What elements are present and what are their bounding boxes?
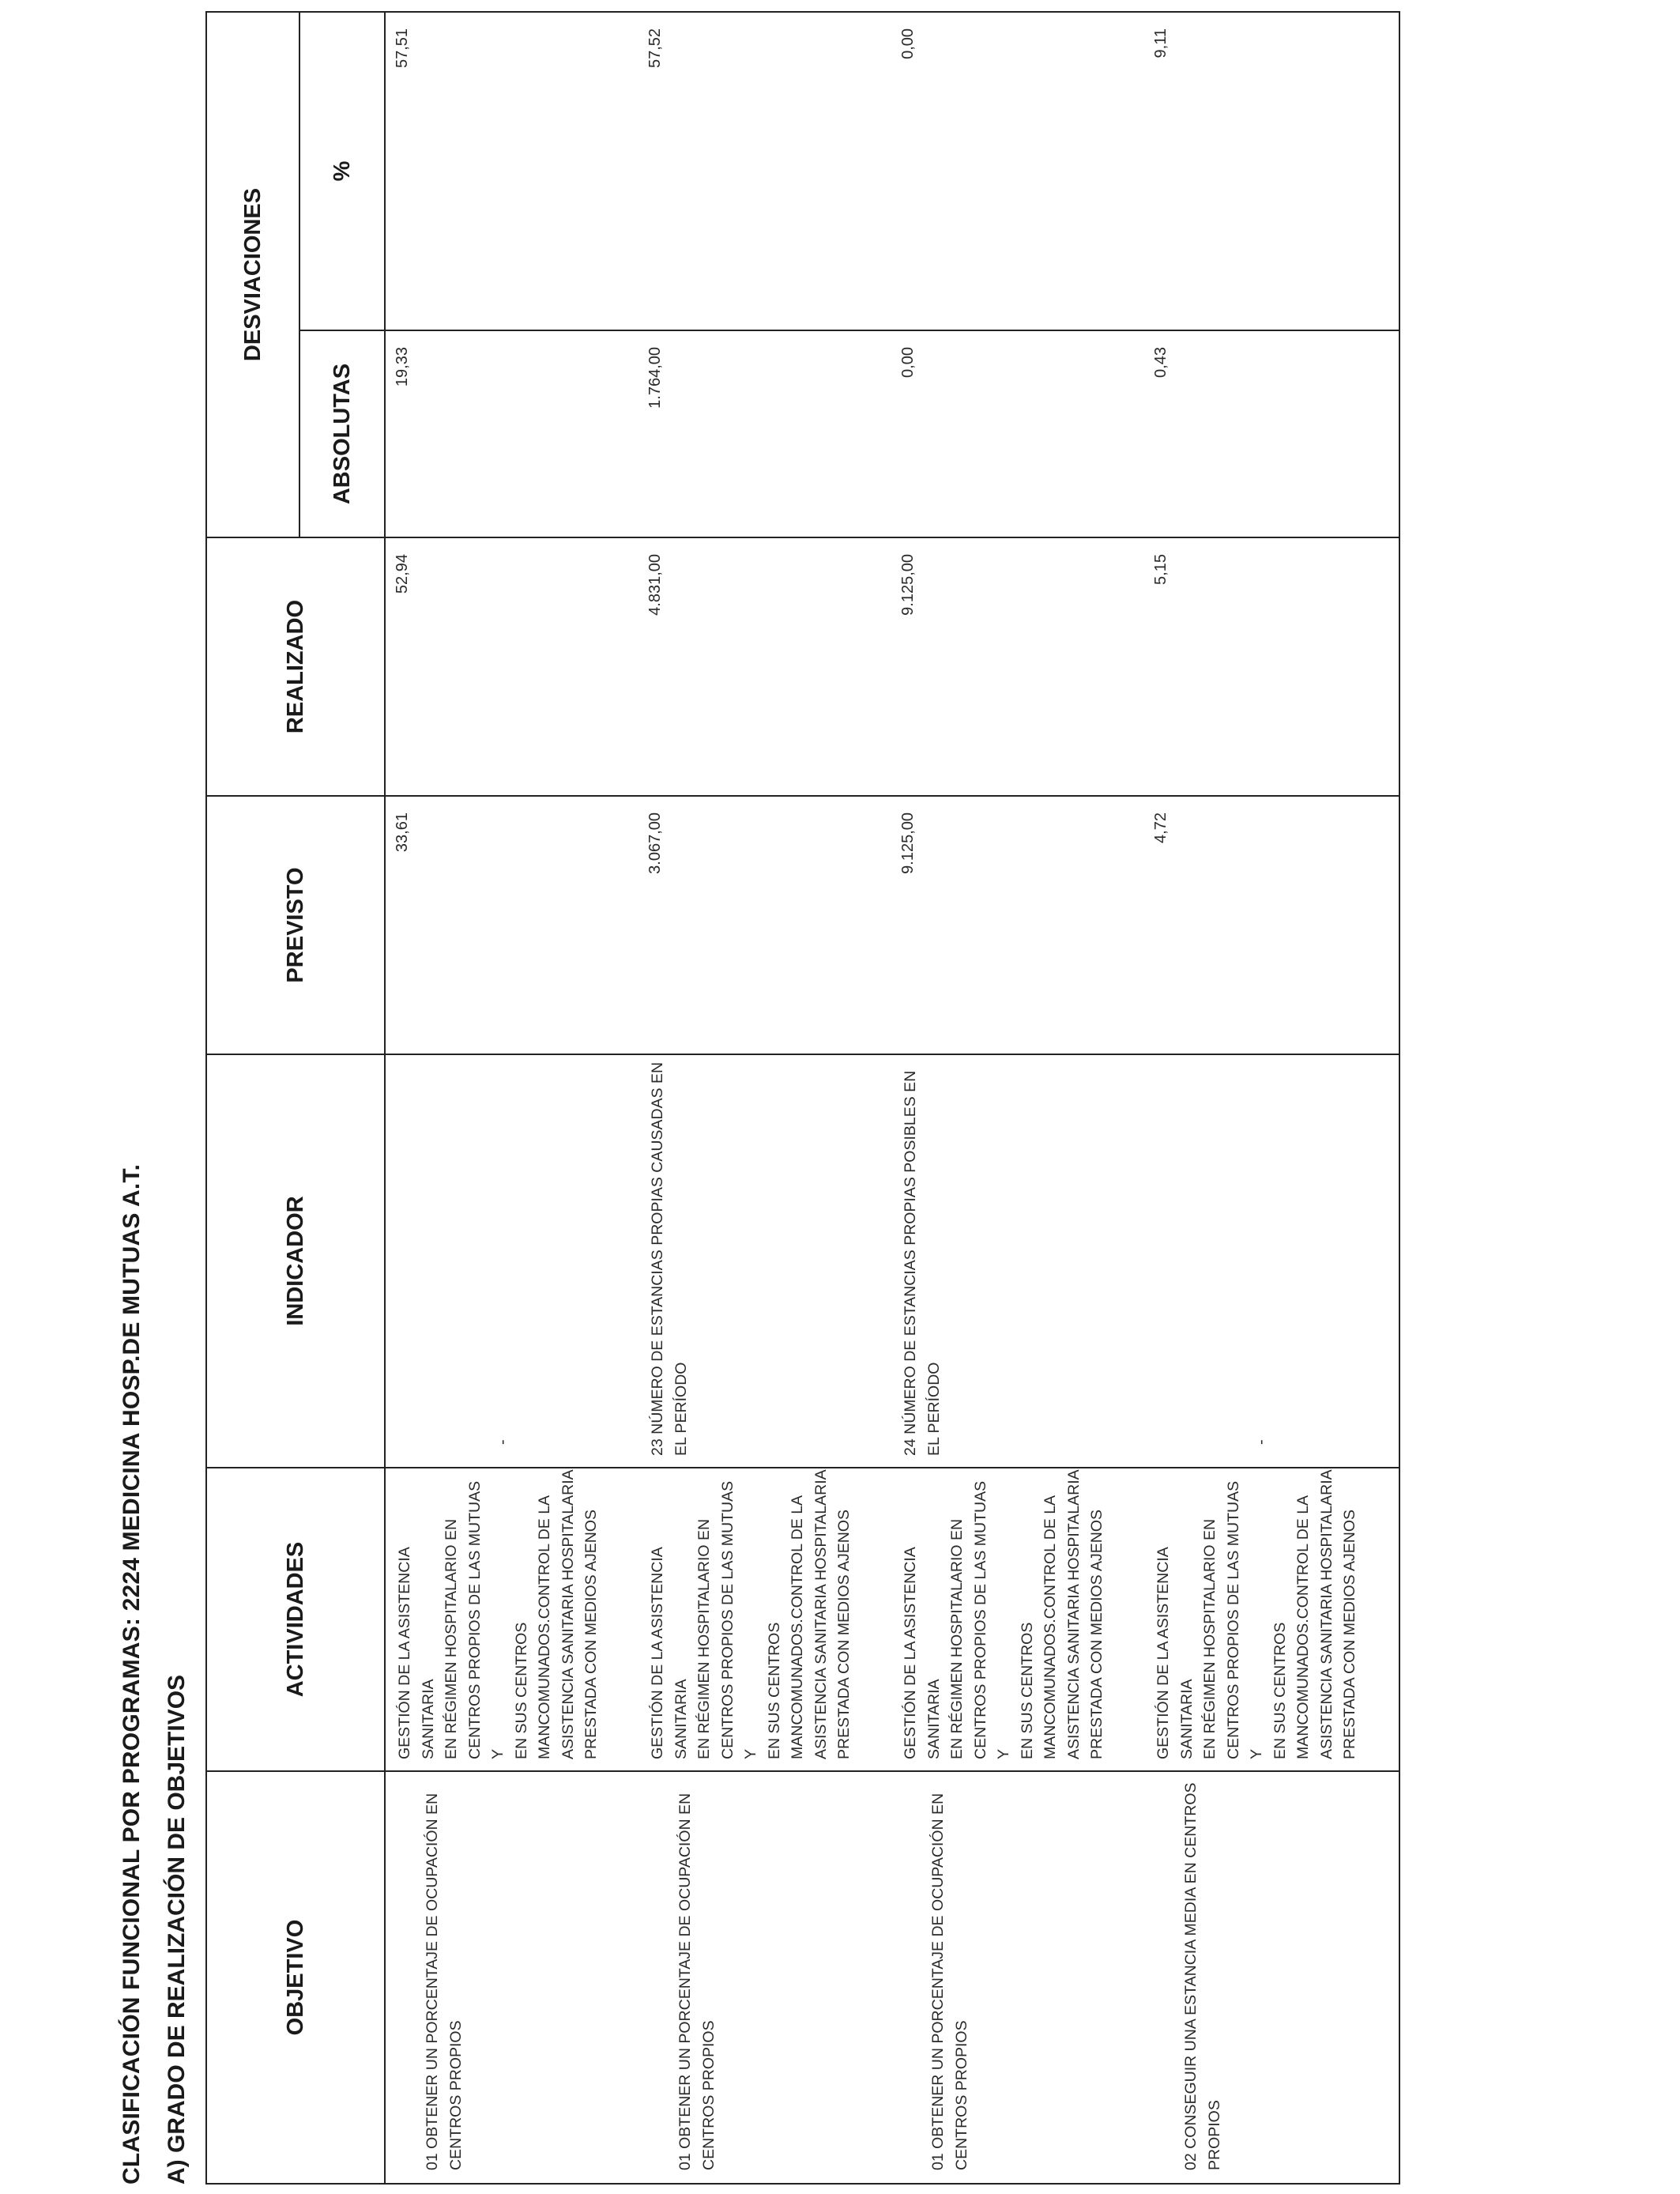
actividad-line: PRESTADA CON MEDIOS AJENOS (1341, 1509, 1358, 1759)
actividad-line: EN SUS CENTROS (765, 1622, 783, 1759)
indicador-value: - (494, 1439, 511, 1445)
actividad-line: CENTROS PROPIOS DE LAS MUTUAS Y (465, 1480, 507, 1759)
porcentaje-cell: 57,51 (394, 28, 411, 69)
actividades-cell (1144, 1468, 1397, 1770)
actividad-line: MANCOMUNADOS.CONTROL DE LA (789, 1495, 806, 1759)
porcentaje-column (385, 12, 1399, 330)
realizado-cell: 9.125,00 (899, 554, 917, 616)
actividad-line: GESTIÓN DE LA ASISTENCIA SANITARIA (1155, 1547, 1196, 1759)
objetivo-column (385, 1771, 1399, 2184)
realizado-cell: 4.831,00 (646, 554, 664, 616)
porcentaje-cell: 0,00 (899, 28, 917, 59)
actividad-line: ASISTENCIA SANITARIA HOSPITALARIA (559, 1469, 577, 1759)
actividad-line: ASISTENCIA SANITARIA HOSPITALARIA (812, 1469, 830, 1759)
objetivo-cell: 01 OBTENER UN PORCENTAJE DE OCUPACIÓN EN CENTROS PROPIOS (929, 1793, 970, 2170)
porcentaje-cell: 9,11 (1152, 28, 1170, 58)
actividad-line: MANCOMUNADOS.CONTROL DE LA (536, 1495, 553, 1759)
actividad-line: EN SUS CENTROS (1271, 1622, 1289, 1759)
indicador-cell (386, 1055, 638, 1467)
realizado-cell: 52,94 (394, 554, 411, 594)
absolutas-cell: 19,33 (394, 347, 411, 387)
actividad-line: EN SUS CENTROS (512, 1622, 530, 1759)
section-subtitle: A) GRADO DE REALIZACIÓN DE OBJETIVOS (164, 1674, 190, 2185)
objetivo-cell: 01 OBTENER UN PORCENTAJE DE OCUPACIÓN EN CENTROS PROPIOS (424, 1793, 465, 2170)
actividad-line: PRESTADA CON MEDIOS AJENOS (1088, 1509, 1106, 1759)
actividad-line: MANCOMUNADOS.CONTROL DE LA (1042, 1495, 1059, 1759)
actividad-line: CENTROS PROPIOS DE LAS MUTUAS Y (718, 1480, 759, 1759)
page-title: CLASIFICACIÓN FUNCIONAL POR PROGRAMAS: 2224 MEDICINA HOSP.DE MUTUAS A.T. (119, 1163, 145, 2185)
realizado-column (385, 537, 1399, 796)
table-body-row (385, 12, 1399, 2184)
header-realizado: REALIZADO (206, 537, 385, 796)
header-row (206, 12, 299, 2184)
header-desviaciones: DESVIACIONES (206, 12, 299, 537)
actividades-cell (891, 1468, 1144, 1770)
previsto-cell: 4,72 (1152, 812, 1170, 843)
indicador-cell (1144, 1055, 1397, 1467)
actividad-line: EN SUS CENTROS (1018, 1622, 1036, 1759)
indicador-cell: 23 NÚMERO DE ESTANCIAS PROPIAS CAUSADAS EN EL PERÍODO (649, 1061, 690, 1456)
objectives-table (205, 11, 1400, 2185)
actividad-line: ASISTENCIA SANITARIA HOSPITALARIA (1317, 1469, 1335, 1759)
actividad-line: EN RÉGIMEN HOSPITALARIO EN (948, 1518, 966, 1759)
absolutas-cell: 0,43 (1152, 347, 1170, 378)
indicador-cell: 24 NÚMERO DE ESTANCIAS PROPIAS POSIBLES EN EL PERÍODO (902, 1070, 943, 1456)
absolutas-cell: 0,00 (899, 347, 917, 378)
previsto-cell: 3.067,00 (646, 812, 664, 874)
previsto-cell: 9.125,00 (899, 812, 917, 874)
header-actividades: ACTIVIDADES (206, 1468, 385, 1771)
header-objetivo: OBJETIVO (206, 1771, 385, 2184)
actividad-line: GESTIÓN DE LA ASISTENCIA SANITARIA (396, 1547, 437, 1759)
indicador-value: - (1252, 1439, 1270, 1445)
actividad-line: PRESTADA CON MEDIOS AJENOS (582, 1509, 600, 1759)
absolutas-column (385, 330, 1399, 537)
objetivo-cell: 01 OBTENER UN PORCENTAJE DE OCUPACIÓN EN CENTROS PROPIOS (676, 1793, 718, 2170)
objetivo-cell: 02 CONSEGUIR UNA ESTANCIA MEDIA EN CENTROS PROPIOS (1182, 1782, 1223, 2170)
actividad-line: CENTROS PROPIOS DE LAS MUTUAS Y (971, 1480, 1012, 1759)
actividad-line: GESTIÓN DE LA ASISTENCIA SANITARIA (649, 1547, 690, 1759)
actividad-line: CENTROS PROPIOS DE LAS MUTUAS Y (1224, 1480, 1265, 1759)
absolutas-cell: 1.764,00 (646, 347, 664, 409)
actividad-line: EN RÉGIMEN HOSPITALARIO EN (443, 1518, 460, 1759)
previsto-column (385, 796, 1399, 1054)
actividades-column (385, 1468, 1399, 1771)
actividad-line: EN RÉGIMEN HOSPITALARIO EN (1201, 1518, 1219, 1759)
actividad-line: ASISTENCIA SANITARIA HOSPITALARIA (1064, 1469, 1083, 1759)
header-previsto: PREVISTO (206, 796, 385, 1054)
actividad-line: PRESTADA CON MEDIOS AJENOS (835, 1509, 853, 1759)
header-porcentaje: % (299, 12, 385, 330)
actividad-line: EN RÉGIMEN HOSPITALARIO EN (695, 1518, 713, 1759)
realizado-cell: 5,15 (1152, 554, 1170, 585)
actividad-line: MANCOMUNADOS.CONTROL DE LA (1294, 1495, 1312, 1759)
actividades-cell (638, 1468, 891, 1770)
header-absolutas: ABSOLUTAS (299, 330, 385, 537)
porcentaje-cell: 57,52 (646, 28, 664, 69)
actividad-line: GESTIÓN DE LA ASISTENCIA SANITARIA (902, 1547, 943, 1759)
indicador-column (385, 1054, 1399, 1468)
previsto-cell: 33,61 (394, 812, 411, 853)
actividades-cell (386, 1468, 638, 1770)
header-indicador: INDICADOR (206, 1054, 385, 1468)
